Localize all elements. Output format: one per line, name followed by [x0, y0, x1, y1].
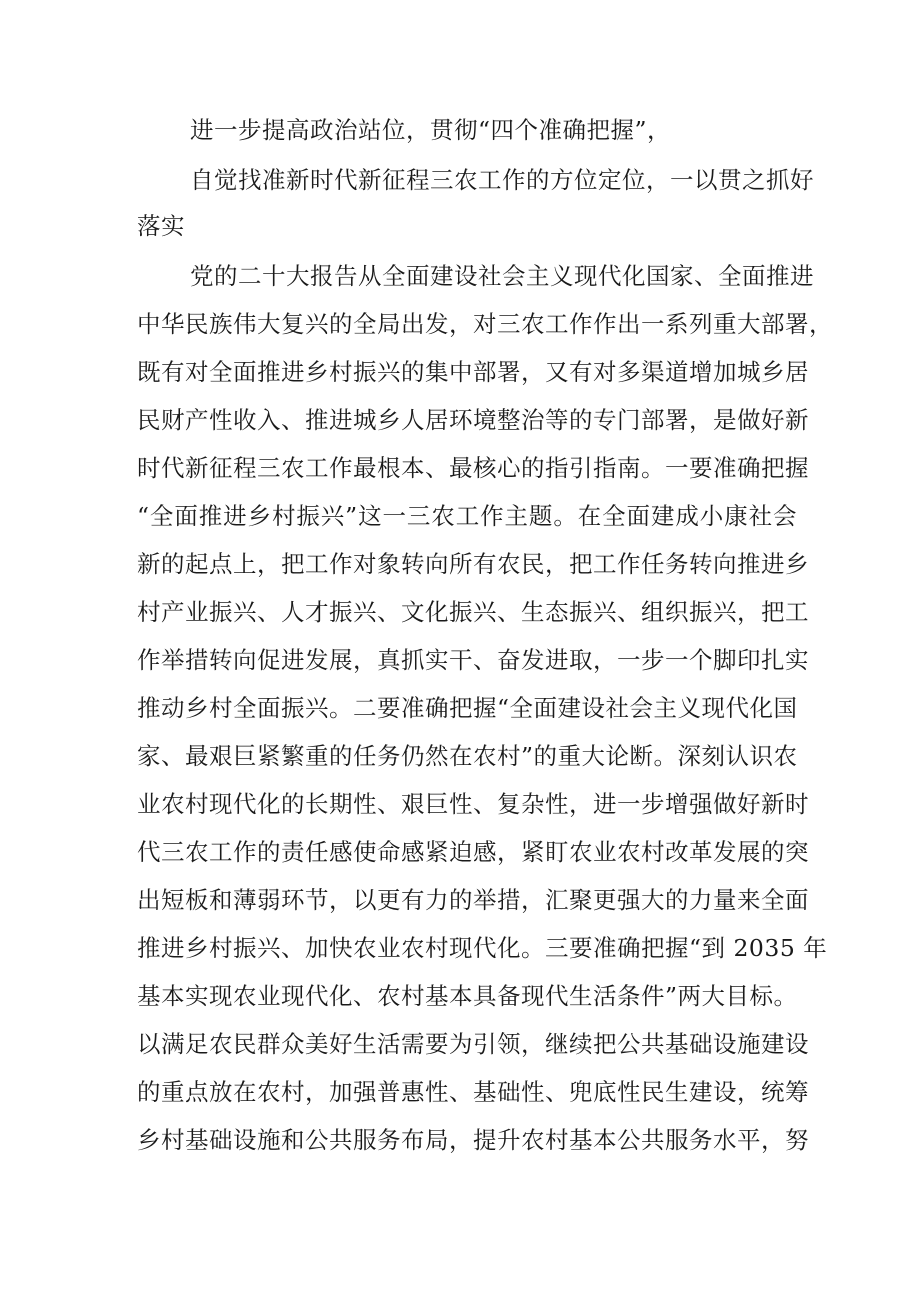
body-line: 基本实现农业现代化、农村基本具备现代生活条件”两大目标。 [137, 982, 798, 1010]
body-line: 推动乡村全面振兴。二要准确把握“全面建设社会主义现代化国 [137, 694, 798, 722]
body-line: 中华民族伟大复兴的全局出发，对三农工作作出一系列重大部署， [137, 310, 833, 338]
body-line: 时代新征程三农工作最根本、最核心的指引指南。一要准确把握 [137, 454, 809, 482]
body-line: 新的起点上，把工作对象转向所有农民，把工作任务转向推进乡 [137, 550, 809, 578]
body-line: 推进乡村振兴、加快农业农村现代化。三要准确把握“到 2035 年 [137, 934, 828, 962]
heading-line-1: 进一步提高政治站位，贯彻“四个准确把握”， [190, 116, 672, 144]
body-line: 以满足农民群众美好生活需要为引领，继续把公共基础设施建设 [137, 1030, 809, 1058]
body-line: 业农村现代化的长期性、艰巨性、复杂性，进一步增强做好新时 [137, 790, 809, 818]
body-line: 出短板和薄弱环节，以更有力的举措，汇聚更强大的力量来全面 [137, 886, 809, 914]
body-line: 家、最艰巨紧繁重的任务仍然在农村”的重大论断。深刻认识农 [137, 742, 798, 770]
body-line: 的重点放在农村，加强普惠性、基础性、兜底性民生建设，统筹 [137, 1078, 809, 1106]
body-line: 村产业振兴、人才振兴、文化振兴、生态振兴、组织振兴，把工 [137, 598, 809, 626]
heading-line-3: 落实 [137, 212, 185, 240]
body-line: 民财产性收入、推进城乡人居环境整治等的专门部署，是做好新 [137, 406, 809, 434]
body-line: 既有对全面推进乡村振兴的集中部署，又有对多渠道增加城乡居 [137, 358, 809, 386]
body-line: 乡村基础设施和公共服务布局，提升农村基本公共服务水平，努 [137, 1126, 809, 1154]
body-line: 作举措转向促进发展，真抓实干、奋发进取，一步一个脚印扎实 [137, 646, 809, 674]
body-line: “全面推进乡村振兴”这一三农工作主题。在全面建成小康社会 [137, 502, 797, 530]
body-line: 代三农工作的责任感使命感紧迫感，紧盯农业农村改革发展的突 [137, 838, 809, 866]
heading-line-2: 自觉找准新时代新征程三农工作的方位定位，一以贯之抓好 [190, 166, 814, 194]
body-line: 党的二十大报告从全面建设社会主义现代化国家、全面推进 [190, 262, 814, 290]
